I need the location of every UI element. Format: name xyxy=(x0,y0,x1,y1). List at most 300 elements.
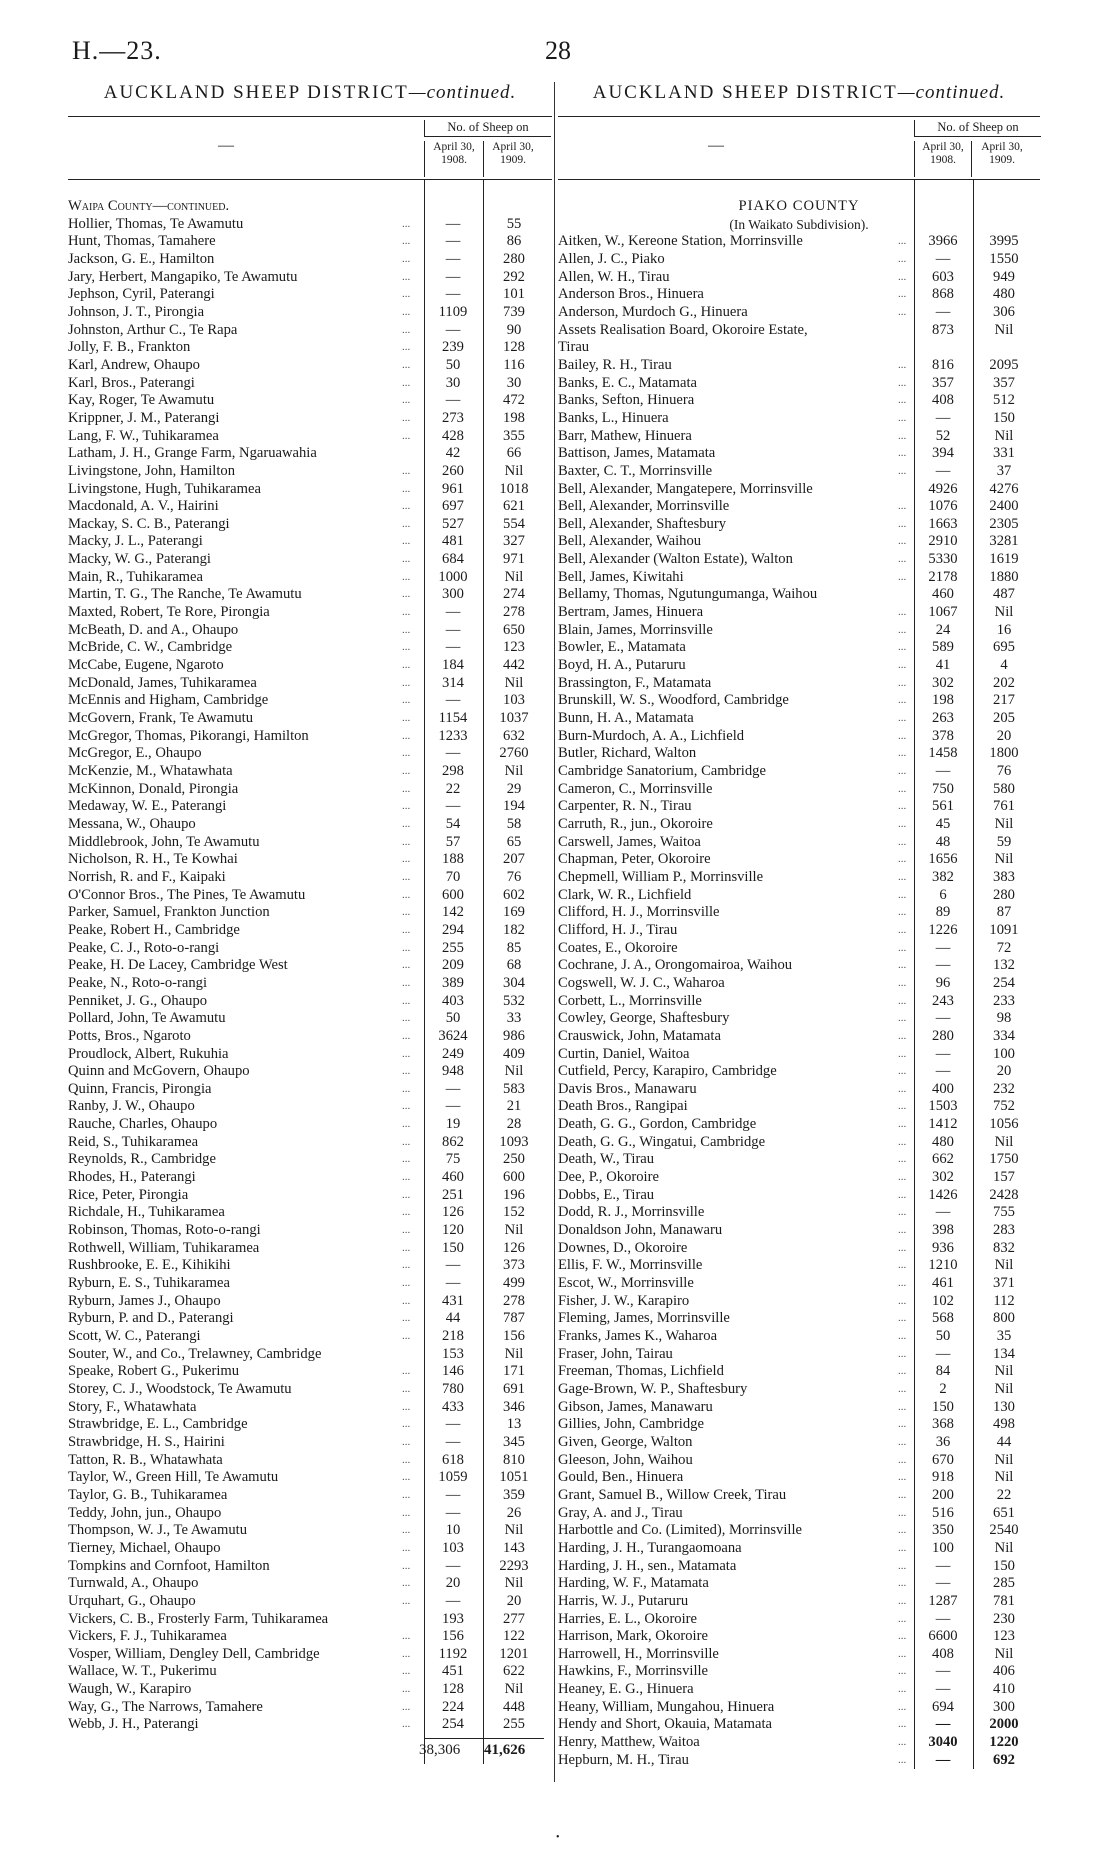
sheep-1909-cell: 583 xyxy=(503,1080,525,1097)
leader-dots: ... xyxy=(898,1700,907,1713)
entry-name: Bertram, James, Hinuera xyxy=(558,604,704,621)
sheep-1908-cell: 3966 xyxy=(928,233,958,250)
sheep-1909-cell: 2428 xyxy=(989,1186,1019,1203)
entry-name: Tirau xyxy=(558,339,590,356)
entry-name: Ranby, J. W., Ohaupo xyxy=(68,1098,195,1115)
leader-dots: ... xyxy=(898,1365,907,1378)
sheep-1909-cell: 787 xyxy=(503,1310,525,1327)
sheep-1909-cell: 1880 xyxy=(989,568,1019,585)
table-row xyxy=(68,1187,552,1205)
column-title xyxy=(558,82,1040,104)
table-body xyxy=(68,180,552,1758)
table-row xyxy=(558,410,1040,428)
entry-name: McBride, C. W., Cambridge xyxy=(68,639,233,656)
sheep-1909-cell: 406 xyxy=(993,1663,1015,1680)
leader-dots: ... xyxy=(402,305,411,318)
sheep-1909-cell: 30 xyxy=(506,374,522,391)
entry-name: Livingstone, Hugh, Tuhikaramea xyxy=(68,480,261,497)
leader-dots: ... xyxy=(898,1047,907,1060)
section-heading xyxy=(558,198,1040,216)
table-row xyxy=(68,233,552,251)
sheep-1909-cell: 150 xyxy=(993,1557,1015,1574)
entry-name: Escot, W., Morrinsville xyxy=(558,1275,694,1292)
table-row xyxy=(68,410,552,428)
leader-dots: ... xyxy=(898,376,907,389)
entry-name: Storey, C. J., Woodstock, Te Awamutu xyxy=(68,1380,292,1397)
sheep-1909-cell: Nil xyxy=(994,851,1014,868)
leader-dots: ... xyxy=(402,1453,411,1466)
table-row xyxy=(68,551,552,569)
sheep-1909-cell: 232 xyxy=(993,1080,1015,1097)
sheep-1908-cell: 52 xyxy=(935,427,951,444)
sheep-1908-cell: 694 xyxy=(932,1698,954,1715)
entry-name: McGovern, Frank, Te Awamutu xyxy=(68,710,254,727)
sheep-1908-cell: 1059 xyxy=(438,1469,468,1486)
leader-dots: ... xyxy=(402,870,411,883)
sheep-1908-cell: 103 xyxy=(442,1539,464,1556)
entry-name: Thompson, W. J., Te Awamutu xyxy=(68,1522,247,1539)
sheep-1909-cell: Nil xyxy=(994,1539,1014,1556)
entry-name: Peake, Robert H., Cambridge xyxy=(68,921,240,938)
table-row xyxy=(558,851,1040,869)
sheep-1909-cell: 66 xyxy=(506,445,522,462)
sheep-1908-cell: 527 xyxy=(442,515,464,532)
table-row xyxy=(558,1204,1040,1222)
entry-name: Hepburn, M. H., Tirau xyxy=(558,1751,689,1768)
sheep-1909-cell: 2400 xyxy=(989,498,1019,515)
header-dash: — xyxy=(708,137,724,154)
sheep-1908-cell: — xyxy=(445,268,461,285)
sheep-1909-cell: 156 xyxy=(503,1328,525,1344)
entry-name: Nicholson, R. H., Te Kowhai xyxy=(68,851,238,868)
sheep-1909-cell: 442 xyxy=(503,657,525,674)
sheep-1909-cell: 359 xyxy=(503,1486,525,1503)
entry-name: PIAKO COUNTY xyxy=(738,198,860,214)
sheep-1909-cell: 65 xyxy=(506,833,522,850)
leader-dots: ... xyxy=(402,1082,411,1095)
table-header xyxy=(558,116,1040,180)
sheep-1909-cell: 123 xyxy=(503,639,525,656)
table-row xyxy=(558,1240,1040,1258)
leader-dots: ... xyxy=(402,252,411,265)
sheep-1909-cell: 600 xyxy=(503,1169,525,1186)
sheep-1908-cell: — xyxy=(935,1204,951,1221)
leader-dots: ... xyxy=(898,1753,907,1766)
header-date-1908: April 30, 1908. xyxy=(914,141,972,177)
sheep-1909-cell: 3995 xyxy=(989,233,1019,250)
entry-name: Coates, E., Okoroire xyxy=(558,939,678,956)
table-row xyxy=(558,1628,1040,1646)
leader-dots: ... xyxy=(402,1683,411,1696)
entry-name: Bunn, H. A., Matamata xyxy=(558,710,694,727)
sheep-1908-cell: 57 xyxy=(445,833,461,850)
table-row xyxy=(68,1222,552,1240)
leader-dots: ... xyxy=(898,1612,907,1625)
right-column xyxy=(558,82,1040,1769)
sheep-1908-cell: 589 xyxy=(932,639,954,656)
entry-name: Death, G. G., Wingatui, Cambridge xyxy=(558,1133,766,1150)
entry-name: Hollier, Thomas, Te Awamutu xyxy=(68,215,244,232)
leader-dots: ... xyxy=(402,1277,411,1290)
entry-name: Harbottle and Co. (Limited), Morrinsville xyxy=(558,1522,802,1539)
entry-name: Souter, W., and Co., Trelawney, Cambridge xyxy=(68,1345,322,1362)
leader-dots: ... xyxy=(898,535,907,548)
sheep-1909-cell: 198 xyxy=(503,409,525,426)
entry-name: Cutfield, Percy, Karapiro, Cambridge xyxy=(558,1063,777,1080)
leader-dots: ... xyxy=(898,1647,907,1660)
leader-dots: ... xyxy=(402,1312,411,1325)
leader-dots: ... xyxy=(402,1488,411,1501)
table-row xyxy=(68,922,552,940)
entry-name: Main, R., Tuhikaramea xyxy=(68,568,203,585)
table-row xyxy=(558,533,1040,551)
section-heading xyxy=(68,198,552,216)
entry-name: Latham, J. H., Grange Farm, Ngaruawahia xyxy=(68,445,317,462)
sheep-1908-cell: 251 xyxy=(442,1186,464,1203)
sheep-1909-cell: 55 xyxy=(506,215,522,232)
sheep-1909-cell: 327 xyxy=(503,533,525,550)
table-row xyxy=(558,1275,1040,1293)
sheep-1908-cell: 6600 xyxy=(928,1628,958,1645)
leader-dots: ... xyxy=(898,817,907,830)
sheep-1908-cell: — xyxy=(935,462,951,479)
sheep-1908-cell: 1210 xyxy=(928,1257,958,1274)
sheep-1908-cell: 128 xyxy=(442,1681,464,1698)
sheep-1909-cell: 13 xyxy=(506,1416,522,1433)
leader-dots: ... xyxy=(402,1418,411,1431)
table-row xyxy=(68,445,552,463)
entry-name: Ryburn, E. S., Tuhikaramea xyxy=(68,1275,230,1292)
sheep-1908-cell: 224 xyxy=(442,1698,464,1715)
entry-name: Bailey, R. H., Tirau xyxy=(558,356,672,373)
leader-dots: ... xyxy=(898,500,907,513)
sheep-1909-cell: Nil xyxy=(504,462,524,479)
leader-dots: ... xyxy=(898,659,907,672)
leader-dots: ... xyxy=(402,1188,411,1201)
table-row xyxy=(558,1558,1040,1576)
sheep-1909-cell: 122 xyxy=(503,1628,525,1645)
header-group: No. of Sheep on xyxy=(424,120,551,137)
table-row xyxy=(68,322,552,340)
table-row xyxy=(68,269,552,287)
leader-dots: ... xyxy=(898,1435,907,1448)
sheep-1909-cell: Nil xyxy=(994,1363,1014,1380)
sheep-1908-cell: 816 xyxy=(932,356,954,373)
table-row xyxy=(558,745,1040,763)
sheep-1908-cell: 600 xyxy=(442,886,464,903)
table-body xyxy=(558,180,1040,1769)
leader-dots: ... xyxy=(898,694,907,707)
sheep-1909-cell: 755 xyxy=(993,1204,1015,1221)
column-title-suffix: —continued. xyxy=(897,82,1006,103)
sheep-1909-cell: 512 xyxy=(993,392,1015,409)
table-row xyxy=(68,781,552,799)
entry-name: Livingstone, John, Hamilton xyxy=(68,462,236,479)
entry-name: Battison, James, Matamata xyxy=(558,445,716,462)
table-row xyxy=(558,710,1040,728)
leader-dots: ... xyxy=(898,1418,907,1431)
table-row xyxy=(68,1098,552,1116)
table-row xyxy=(558,445,1040,463)
table-row xyxy=(68,304,552,322)
table-row xyxy=(558,922,1040,940)
sheep-1909-cell: Nil xyxy=(504,1522,524,1539)
header-group: No. of Sheep on xyxy=(914,120,1041,137)
table-row xyxy=(558,1646,1040,1664)
sheep-1909-cell: 532 xyxy=(503,992,525,1009)
entry-name: Donaldson John, Manawaru xyxy=(558,1222,723,1239)
sheep-1909-cell: 739 xyxy=(503,303,525,320)
entry-name: Macky, J. L., Paterangi xyxy=(68,533,203,550)
leader-dots: ... xyxy=(898,1259,907,1272)
entry-name: Reid, S., Tuhikaramea xyxy=(68,1133,199,1150)
sheep-1908-cell: — xyxy=(935,1610,951,1627)
sheep-1908-cell: 357 xyxy=(932,374,954,391)
sheep-1909-cell: 134 xyxy=(993,1345,1015,1362)
sheep-1909-cell: 87 xyxy=(996,904,1012,921)
leader-dots: ... xyxy=(402,676,411,689)
leader-dots: ... xyxy=(402,1330,411,1342)
sheep-1909-cell: 202 xyxy=(993,674,1015,691)
leader-dots: ... xyxy=(402,588,411,601)
table-row xyxy=(68,1593,552,1611)
entry-name: Allen, W. H., Tirau xyxy=(558,268,670,285)
column-separator xyxy=(554,82,555,1782)
sheep-1908-cell: — xyxy=(445,233,461,250)
sheep-1908-cell: 2 xyxy=(939,1380,947,1397)
leader-dots: ... xyxy=(898,1506,907,1519)
table-row xyxy=(68,710,552,728)
sheep-1908-cell: 50 xyxy=(445,1010,461,1027)
sheep-1908-cell: — xyxy=(445,1486,461,1503)
leader-dots: ... xyxy=(402,376,411,389)
table-row xyxy=(558,1169,1040,1187)
sheep-1909-cell: 128 xyxy=(503,339,525,356)
table-row xyxy=(68,428,552,446)
sheep-1909-cell: 971 xyxy=(503,551,525,568)
sheep-1909-cell: 1750 xyxy=(989,1151,1019,1168)
table-row xyxy=(68,1434,552,1452)
entry-name: Bell, Alexander (Walton Estate), Walton xyxy=(558,551,793,568)
leader-dots: ... xyxy=(898,606,907,619)
sheep-1909-cell: 554 xyxy=(503,515,525,532)
entry-name: Fleming, James, Morrinsville xyxy=(558,1310,730,1327)
sheep-1909-cell: Nil xyxy=(504,1222,524,1239)
entry-name: Turnwald, A., Ohaupo xyxy=(68,1575,199,1592)
leader-dots: ... xyxy=(898,1382,907,1395)
leader-dots: ... xyxy=(402,1100,411,1113)
sheep-1909-cell: 255 xyxy=(503,1716,525,1733)
entry-name: Vickers, C. B., Frosterly Farm, Tuhikaramea xyxy=(68,1610,329,1627)
sheep-1908-cell: 198 xyxy=(932,692,954,709)
table-row xyxy=(558,1734,1040,1752)
sheep-1908-cell: 433 xyxy=(442,1398,464,1415)
entry-name: Strawbridge, H. S., Hairini xyxy=(68,1433,225,1450)
sheep-1909-cell: 346 xyxy=(503,1398,525,1415)
leader-dots: ... xyxy=(898,1471,907,1484)
sheep-1908-cell: — xyxy=(445,286,461,303)
leader-dots: ... xyxy=(898,411,907,424)
sheep-1908-cell: — xyxy=(935,1010,951,1027)
sheep-1908-cell: — xyxy=(935,409,951,426)
entry-name: Gibson, James, Manawaru xyxy=(558,1398,713,1415)
entry-name: O'Connor Bros., The Pines, Te Awamutu xyxy=(68,886,306,903)
entry-name: Ellis, F. W., Morrinsville xyxy=(558,1257,703,1274)
leader-dots: ... xyxy=(898,235,907,248)
table-row xyxy=(558,1098,1040,1116)
sheep-1908-cell: 239 xyxy=(442,339,464,356)
sheep-1909-cell: 217 xyxy=(993,692,1015,709)
leader-dots: ... xyxy=(402,1224,411,1237)
entry-name: McEnnis and Higham, Cambridge xyxy=(68,692,269,709)
leader-dots: ... xyxy=(402,747,411,760)
sheep-1908-cell: — xyxy=(445,604,461,621)
sheep-1908-cell: 300 xyxy=(442,586,464,603)
sheep-1908-cell: — xyxy=(935,250,951,267)
entry-name: Tatton, R. B., Whatawhata xyxy=(68,1451,223,1468)
leader-dots: ... xyxy=(402,1153,411,1166)
table-row xyxy=(558,692,1040,710)
sheep-1909-cell: 1056 xyxy=(989,1116,1019,1133)
entry-name: Harding, J. H., Turangaomoana xyxy=(558,1539,742,1556)
table-row xyxy=(558,1505,1040,1523)
sheep-1909-cell: 1051 xyxy=(499,1469,529,1486)
sheep-1909-cell: 355 xyxy=(503,427,525,444)
leader-dots: ... xyxy=(898,729,907,742)
sheep-1909-cell: 3281 xyxy=(989,533,1019,550)
table-row xyxy=(558,1293,1040,1311)
sheep-1908-cell: 561 xyxy=(932,798,954,815)
leader-dots: ... xyxy=(898,712,907,725)
sheep-1908-cell: 618 xyxy=(442,1451,464,1468)
table-row xyxy=(558,834,1040,852)
leader-dots: ... xyxy=(402,1647,411,1660)
table-row xyxy=(68,657,552,675)
sheep-1908-cell: 255 xyxy=(442,939,464,956)
sheep-1908-cell: 428 xyxy=(442,427,464,444)
sheep-1908-cell: 378 xyxy=(932,727,954,744)
entry-name: McCabe, Eugene, Ngaroto xyxy=(68,657,224,674)
entry-name: Tompkins and Cornfoot, Hamilton xyxy=(68,1557,270,1574)
entry-name: Macky, W. G., Paterangi xyxy=(68,551,211,568)
sheep-1909-cell: 650 xyxy=(503,621,525,638)
table-row xyxy=(68,798,552,816)
entry-name: McGregor, E., Ohaupo xyxy=(68,745,202,762)
sheep-1908-cell: 249 xyxy=(442,1045,464,1062)
table-row xyxy=(558,1010,1040,1028)
table-row xyxy=(558,1399,1040,1417)
table-row xyxy=(68,1346,552,1364)
sheep-1909-cell: 21 xyxy=(506,1098,522,1115)
table-row xyxy=(558,1151,1040,1169)
leader-dots: ... xyxy=(402,1665,411,1678)
sheep-1908-cell: — xyxy=(445,692,461,709)
entry-name: Harries, E. L., Okoroire xyxy=(558,1610,697,1627)
sheep-1908-cell: 209 xyxy=(442,957,464,974)
table-row xyxy=(68,516,552,534)
sheep-1908-cell: 1067 xyxy=(928,604,958,621)
sheep-1908-cell: 36 xyxy=(935,1433,951,1450)
table-row xyxy=(558,622,1040,640)
entry-name: Rhodes, H., Paterangi xyxy=(68,1169,196,1186)
sheep-1909-cell: 85 xyxy=(506,939,522,956)
sheep-1908-cell: 150 xyxy=(932,1398,954,1415)
sheep-1909-cell: 44 xyxy=(996,1433,1012,1450)
entry-name: Baxter, C. T., Morrinsville xyxy=(558,462,713,479)
table-row xyxy=(68,1046,552,1064)
leader-dots: ... xyxy=(402,341,411,354)
sheep-1908-cell: 126 xyxy=(442,1204,464,1221)
entry-name: Death, G. G., Gordon, Cambridge xyxy=(558,1116,757,1133)
table-row xyxy=(558,269,1040,287)
leader-dots: ... xyxy=(402,835,411,848)
leader-dots: ... xyxy=(402,323,411,336)
entry-name: Barr, Mathew, Hinuera xyxy=(558,427,692,444)
leader-dots: ... xyxy=(402,976,411,989)
sheep-1909-cell: 100 xyxy=(993,1045,1015,1062)
sheep-1909-cell: 331 xyxy=(993,445,1015,462)
sheep-1908-cell: 1458 xyxy=(928,745,958,762)
sheep-1908-cell: 1233 xyxy=(438,727,468,744)
sheep-1909-cell: 143 xyxy=(503,1539,525,1556)
entry-name: Speake, Robert G., Pukerimu xyxy=(68,1363,240,1380)
entry-name: Clifford, H. J., Morrinsville xyxy=(558,904,720,921)
sheep-1908-cell: 44 xyxy=(445,1310,461,1327)
leader-dots: ... xyxy=(898,641,907,654)
table-header xyxy=(68,116,552,180)
sheep-1908-cell: 20 xyxy=(445,1575,461,1592)
sheep-1908-cell: 780 xyxy=(442,1380,464,1397)
table-row xyxy=(68,1505,552,1523)
sheep-1908-cell: — xyxy=(935,1063,951,1080)
leader-dots: ... xyxy=(898,1347,907,1360)
sheep-1909-cell: 1220 xyxy=(989,1734,1019,1751)
sheep-1909-cell: 761 xyxy=(993,798,1015,815)
sheep-1908-cell: 184 xyxy=(442,657,464,674)
entry-name: Henry, Matthew, Waitoa xyxy=(558,1734,700,1751)
table-row xyxy=(558,569,1040,587)
sheep-1908-cell: 10 xyxy=(445,1522,461,1539)
leader-dots: ... xyxy=(402,1541,411,1554)
entry-name: Macdonald, A. V., Hairini xyxy=(68,498,219,515)
sheep-1909-cell: 410 xyxy=(993,1681,1015,1698)
entry-name: Allen, J. C., Piako xyxy=(558,250,665,267)
table-row xyxy=(68,1628,552,1646)
sheep-1909-cell: 1619 xyxy=(989,551,1019,568)
leader-dots: ... xyxy=(402,235,411,248)
sheep-1908-cell: 153 xyxy=(442,1345,464,1362)
entry-name: Harding, W. F., Matamata xyxy=(558,1575,709,1592)
table-row xyxy=(558,1611,1040,1629)
sheep-1908-cell: 200 xyxy=(932,1486,954,1503)
table-row xyxy=(68,1293,552,1311)
leader-dots: ... xyxy=(402,217,411,230)
sheep-1909-cell: 152 xyxy=(503,1204,525,1221)
entry-name: Brunskill, W. S., Woodford, Cambridge xyxy=(558,692,789,709)
entry-name: Lang, F. W., Tuhikaramea xyxy=(68,427,219,444)
leader-dots: ... xyxy=(402,623,411,636)
sheep-1909-cell: 472 xyxy=(503,392,525,409)
leader-dots: ... xyxy=(402,570,411,583)
sheep-1908-cell: 961 xyxy=(442,480,464,497)
entry-name: Karl, Bros., Paterangi xyxy=(68,374,195,391)
entry-name: Cambridge Sanatorium, Cambridge xyxy=(558,763,766,779)
leader-dots: ... xyxy=(402,1029,411,1042)
sheep-1908-cell: 314 xyxy=(442,674,464,691)
leader-dots: ... xyxy=(898,1736,907,1749)
sheep-1909-cell: 4276 xyxy=(989,480,1019,497)
page-header-ref: H.—23. xyxy=(72,36,162,65)
